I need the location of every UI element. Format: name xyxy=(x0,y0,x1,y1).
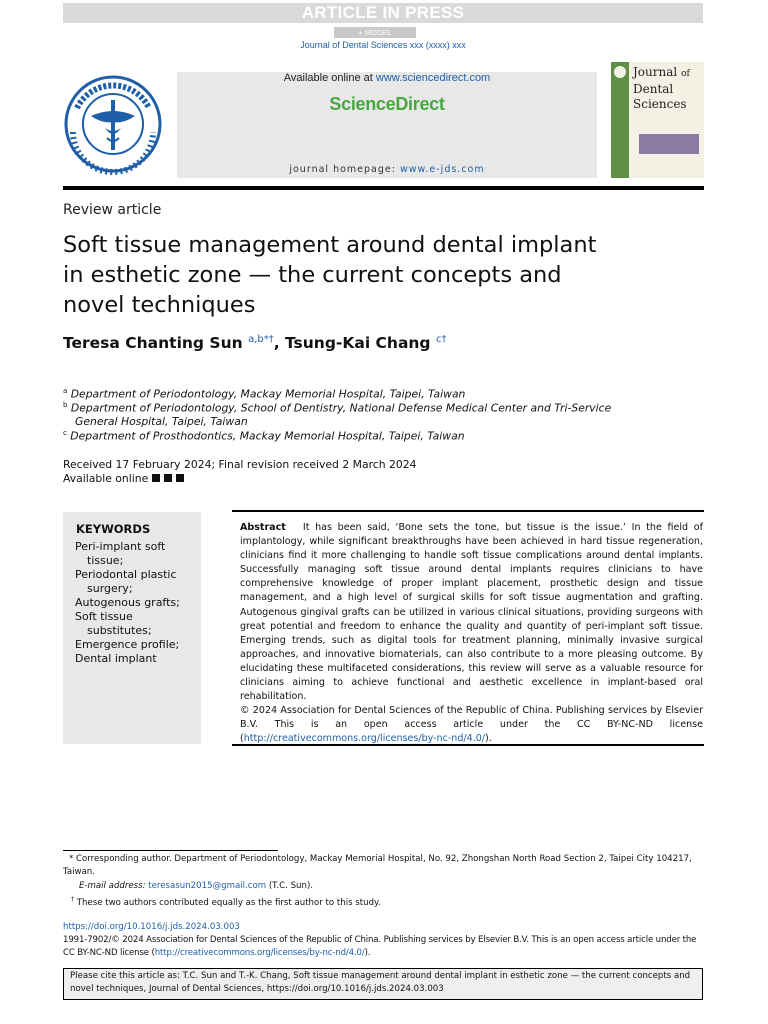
available-online-line xyxy=(177,72,597,84)
placeholder-square-icon xyxy=(164,474,172,482)
email-link[interactable]: teresasun2015@gmail.com xyxy=(148,881,267,891)
cover-title-word: Dental xyxy=(633,82,674,96)
affiliation-mark: b xyxy=(63,401,68,409)
header-rule xyxy=(63,186,704,190)
affiliation-mark: a xyxy=(63,387,68,395)
author-separator: , xyxy=(273,334,286,353)
email-note xyxy=(79,880,313,893)
abstract-bottom-rule xyxy=(232,744,704,746)
abstract-copyright: © 2024 Association for Dental Sciences of the Republic of China. Publishing services by Elsevier B.V. This is an open access article under the CC BY-NC-ND license ( xyxy=(240,705,703,745)
keyword-line: Autogenous grafts; xyxy=(75,596,180,609)
homepage-link[interactable]: www.e-jds.com xyxy=(399,164,485,175)
email-suffix: (T.C. Sun). xyxy=(266,881,314,891)
keywords-box xyxy=(63,512,201,744)
issn-license-link[interactable]: http://creativecommons.org/licenses/by-nc-nd/4.0/ xyxy=(154,948,365,958)
footnote-rule xyxy=(63,850,278,851)
dagger-mark: † xyxy=(71,896,74,903)
keyword-line: Dental implant xyxy=(75,652,157,665)
journal-cover xyxy=(611,62,704,178)
affiliation-text: Department of Prosthodontics, Mackay Memorial Hospital, Taipei, Taiwan xyxy=(70,429,465,443)
available-online-label: Available online xyxy=(63,472,149,485)
cover-title-word: of xyxy=(681,69,690,79)
received-dates: Received 17 February 2024; Final revision received 2 March 2024 xyxy=(63,458,417,471)
affiliation-text: Department of Periodontology, School of Dentistry, National Defense Medical Center and Tri-Service xyxy=(70,401,612,415)
keyword-line: substitutes; xyxy=(87,624,152,637)
abstract-top-rule xyxy=(232,510,704,512)
model-tag: + MODEL xyxy=(334,27,416,38)
cite-this-article-box: Please cite this article as: T.C. Sun and T.-K. Chang, Soft tissue management around dental implant in esthetic zone — the current concepts and novel techniques, Journal of Dental Sciences, https://doi.org/10.1016/j.jds.2024.03.003 xyxy=(63,968,703,1000)
placeholder-square-icon xyxy=(176,474,184,482)
author-list xyxy=(63,334,446,352)
keyword-line: surgery; xyxy=(87,582,133,595)
affiliation-mark: c xyxy=(63,429,67,437)
keyword-line: Peri-implant soft xyxy=(75,540,166,553)
available-online xyxy=(63,472,184,485)
abstract xyxy=(240,521,703,747)
available-label: Available online at xyxy=(283,72,376,84)
placeholder-square-icon xyxy=(152,474,160,482)
equal-contribution-note xyxy=(71,893,381,910)
author-affiliation-marks[interactable]: c† xyxy=(435,334,447,345)
affiliation-continued: General Hospital, Taipei, Taiwan xyxy=(75,415,248,428)
author-name[interactable]: Tsung-Kai Chang xyxy=(285,334,431,353)
cover-panel xyxy=(629,62,704,178)
doi-line xyxy=(63,921,240,934)
license-link[interactable]: http://creativecommons.org/licenses/by-nc-nd/4.0/ xyxy=(243,733,486,745)
journal-homepage-line xyxy=(177,164,597,175)
sciencedirect-link[interactable]: www.sciencedirect.com xyxy=(375,72,491,84)
equal-contribution-text: These two authors contributed equally as the first author to this study. xyxy=(76,897,381,908)
affiliation xyxy=(63,401,611,415)
cover-title-word: Sciences xyxy=(633,97,687,111)
keyword-line: Periodontal plastic xyxy=(75,568,177,581)
article-type: Review article xyxy=(63,202,162,218)
keyword-line: Soft tissue xyxy=(75,610,133,623)
affiliation xyxy=(63,429,465,443)
abstract-body: It has been said, ‘Bone sets the tone, but tissue is the issue.’ In the field of implantology, while significant breakthroughs have been achieved in hard tissue regeneration, clinicians find it more challenging to handle soft tissue complications around dental implants. Successfully managing soft tissue around dental implants requires clinicians to have comprehensive knowledge of proper implant placement, prosthetic design and tissue management, and a high level of surgical skills for soft tissue augmentation and grafting. Autogenous gingival grafts can be utilized in various clinical situations, providing surgeons with great potential and freedom to enhance the quality and quantity of peri-implant soft tissue. Emerging trends, such as digital tools for treatment planning, minimally invasive surgical approaches, and innovative biomaterials, can also contribute to a more pleasing outcome. By elucidating these multifaceted considerations, this review will serve as a valuable resource for clinicians aiming to achieve functional and aesthetic excellence in implant-based oral rehabilitation. xyxy=(240,522,703,703)
society-logo-icon xyxy=(63,72,163,176)
abstract-label: Abstract xyxy=(240,522,286,533)
keyword-line: Emergence profile; xyxy=(75,638,180,651)
journal-reference[interactable]: Journal of Dental Sciences xxx (xxxx) xxx xyxy=(300,40,466,50)
article-title: Soft tissue management around dental implant in esthetic zone — the current concepts and novel techniques xyxy=(63,232,597,318)
keyword-line: tissue; xyxy=(87,554,124,567)
sciencedirect-brand[interactable]: ScienceDirect xyxy=(329,94,445,114)
journal-header xyxy=(177,72,597,178)
cover-image xyxy=(639,134,699,154)
issn-text: 1991-7902/© 2024 Association for Dental Sciences of the Republic of China. Publishing services by Elsevier B.V. This is an open access article under the CC BY-NC-ND license ( xyxy=(63,935,697,958)
article-in-press-banner: ARTICLE IN PRESS xyxy=(63,3,703,23)
email-label: E-mail address: xyxy=(79,881,146,891)
author-name[interactable]: Teresa Chanting Sun xyxy=(63,334,243,353)
abstract-copyright-end: ). xyxy=(485,733,492,745)
keywords-title: KEYWORDS xyxy=(76,522,151,536)
doi-link[interactable]: https://doi.org/10.1016/j.jds.2024.03.003 xyxy=(63,922,240,932)
cover-title-word: Journal xyxy=(633,65,678,79)
issn-note xyxy=(63,934,704,960)
affiliation-text: Department of Periodontology, Mackay Memorial Hospital, Taipei, Taiwan xyxy=(70,387,466,401)
issn-end: ). xyxy=(364,948,371,958)
affiliation xyxy=(63,387,465,401)
corresponding-author-note: * Corresponding author. Department of Periodontology, Mackay Memorial Hospital, No. 92, Zhongshan North Road Section 2, Taipei City 104217, Taiwan. xyxy=(63,854,692,877)
homepage-label: journal homepage: xyxy=(289,164,400,175)
cover-title xyxy=(633,65,690,112)
cover-logo-icon xyxy=(614,66,626,78)
author-affiliation-marks[interactable]: a,b*† xyxy=(248,334,274,345)
